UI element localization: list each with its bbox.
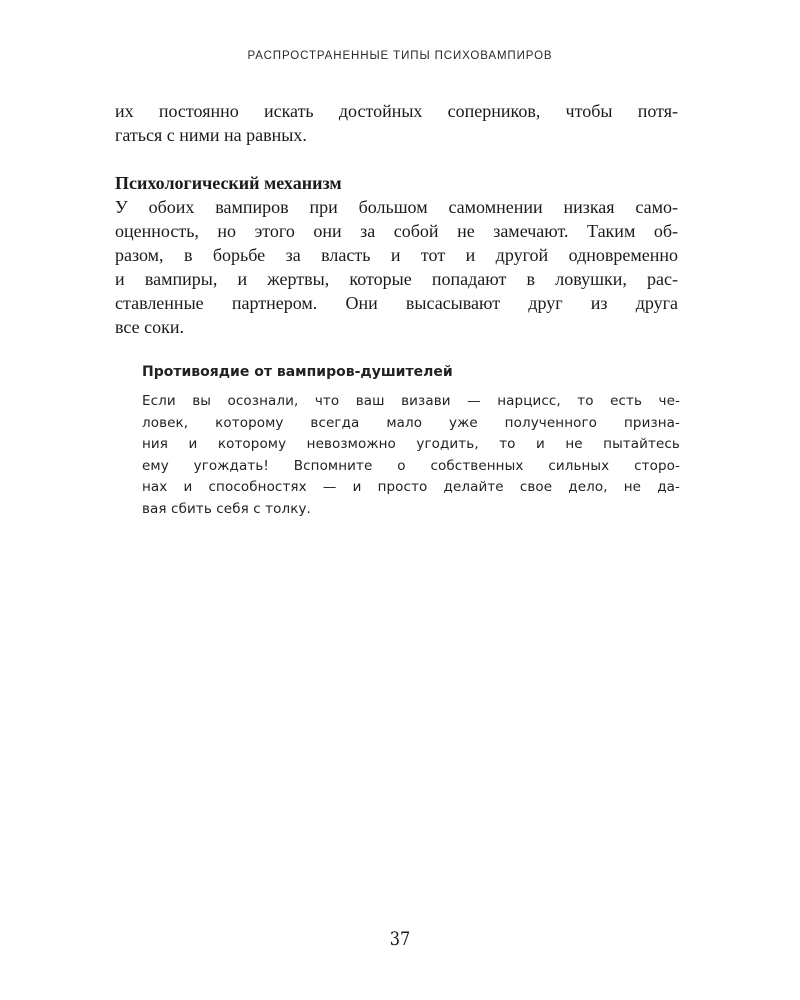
sidebar-line: ния и которому невозможно угодить, то и не пытайтесь bbox=[142, 436, 680, 452]
sidebar-line: нах и способностях — и просто делайте свое дело, не да- bbox=[142, 479, 680, 495]
antidote-body bbox=[142, 391, 680, 520]
paragraph-line: разом, в борьбе за власть и тот и другой одновременно bbox=[115, 245, 678, 265]
antidote-heading: Противоядие от вампиров-душителей bbox=[142, 364, 453, 380]
paragraph-line: их постоянно искать достойных соперников, чтобы потя- bbox=[115, 101, 678, 121]
sidebar-line: вая сбить себя с толку. bbox=[142, 500, 311, 517]
section-heading: Психологический механизм bbox=[115, 173, 342, 193]
paragraph-line: все соки. bbox=[115, 317, 184, 337]
running-header: РАСПРОСТРАНЕННЫЕ ТИПЫ ПСИХОВАМПИРОВ bbox=[247, 50, 553, 62]
continued-paragraph bbox=[115, 99, 678, 147]
paragraph-line: и вампиры, и жертвы, которые попадают в ловушки, рас- bbox=[115, 269, 678, 289]
paragraph-line: гаться с ними на равных. bbox=[115, 125, 307, 145]
paragraph-line: У обоих вампиров при большом самомнении низкая само- bbox=[115, 197, 678, 217]
sidebar-line: ловек, которому всегда мало уже полученного призна- bbox=[142, 414, 680, 431]
sidebar-line: Если вы осознали, что ваш визави — нарцисс, то есть че- bbox=[142, 393, 680, 409]
page-number: 37 bbox=[389, 928, 411, 950]
paragraph-line: оценность, но этого они за собой не замечают. Таким об- bbox=[115, 221, 678, 241]
paragraph-line: ставленные партнером. Они высасывают друг из друга bbox=[115, 293, 678, 313]
sidebar-line: ему угождать! Вспомните о собственных сильных сторо- bbox=[142, 457, 680, 474]
mechanism-section bbox=[115, 171, 678, 339]
